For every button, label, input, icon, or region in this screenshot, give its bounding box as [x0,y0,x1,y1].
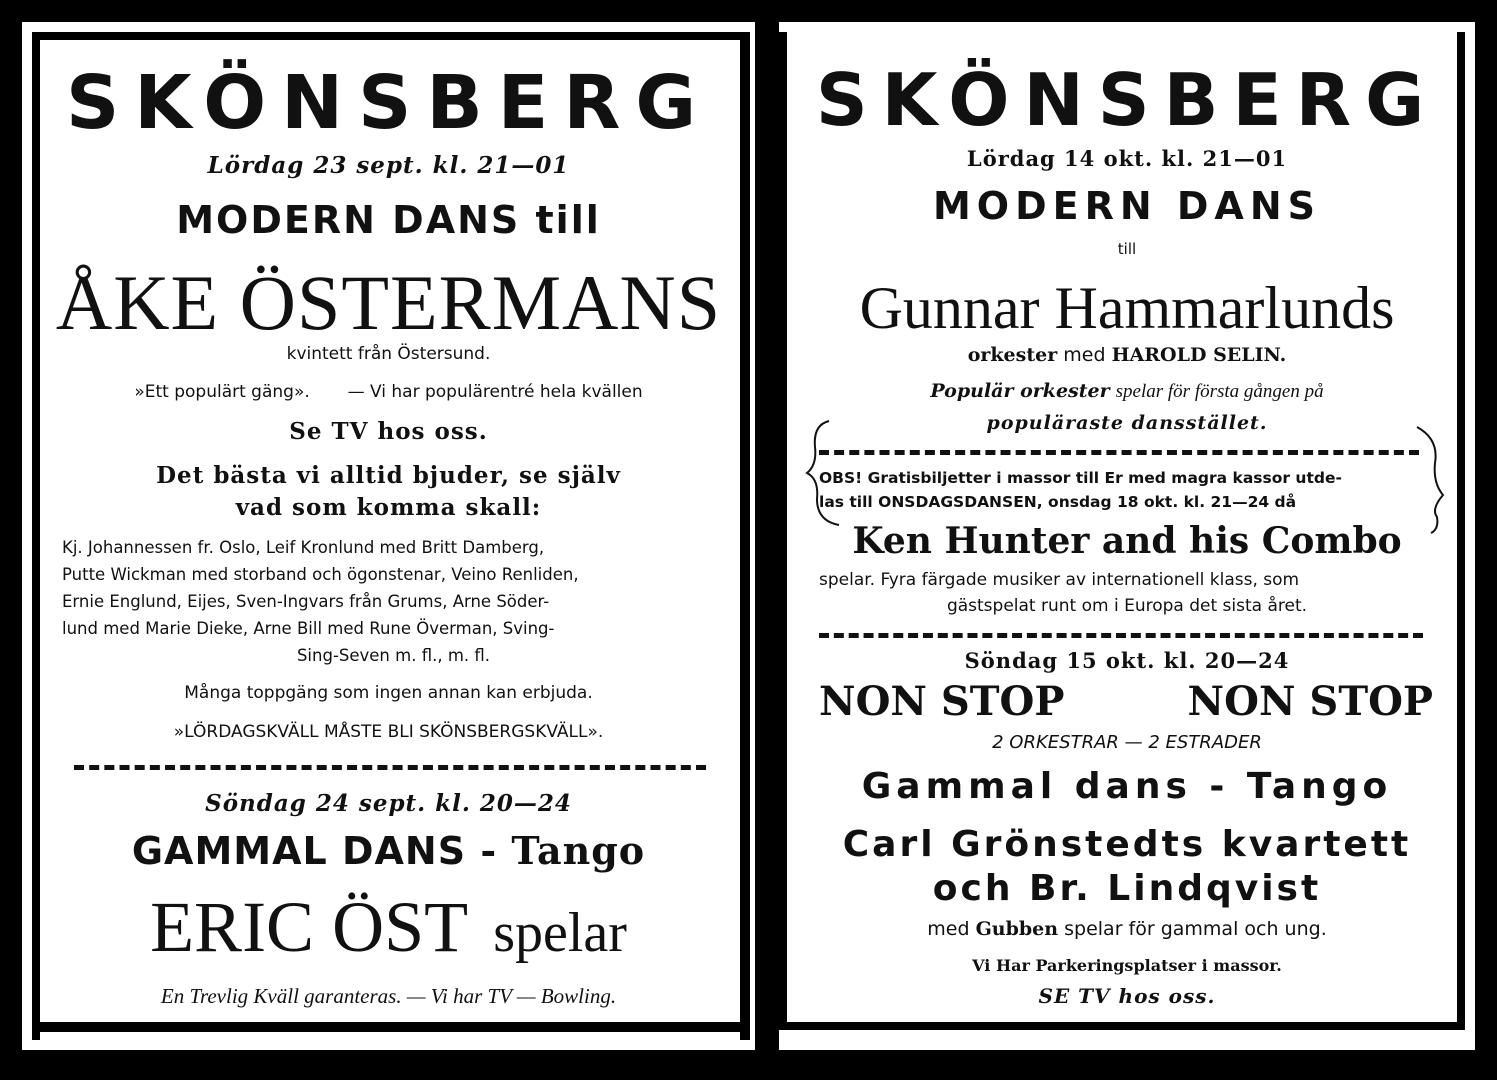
obs-line-1: OBS! Gratisbiljetter i massor till Er med magra kassor utde- [819,469,1342,487]
artist-list-line: Ernie Englund, Eijes, Sven-Ingvars från Grums, Arne Söder- [62,592,550,611]
eric-ost-line [22,886,755,969]
obs-line-2: las till ONSDAGSDANSEN, onsdag 18 okt. kl. 21—24 då [819,493,1297,511]
ken-hunter-heading: Ken Hunter and his Combo [852,520,1402,562]
artist-list-line: Kj. Johannessen fr. Oslo, Leif Kronlund med Britt Damberg, [62,538,545,557]
venue-title: SKÖNSBERG [65,60,712,146]
till-label: till [1117,240,1137,258]
nonstop-label: NON STOP [1187,678,1433,725]
eric-ost-name: ERIC ÖST [150,887,469,967]
frame-top [32,32,750,40]
parking-notice: Vi Har Parkeringsplatser i massor. [972,956,1282,975]
best-line-1: Det bästa vi alltid bjuder, se själv [156,462,621,489]
tv-notice: SE TV hos oss. [1038,984,1216,1008]
gubben-line [779,918,1475,940]
popular-place: populäraste dansstället. [986,412,1268,434]
section-divider [819,633,1423,638]
saturday-date: Lördag 14 okt. kl. 21—01 [966,146,1288,171]
modern-dans-heading: MODERN DANS [932,184,1322,228]
nonstop-label: NON STOP [819,678,1065,725]
sunday-date: Söndag 24 sept. kl. 20—24 [205,790,572,817]
section-divider [74,765,706,770]
frame-bottom [32,1022,750,1032]
orkester-line [779,344,1475,366]
tagline-entry: — Vi har populärentré hela kvällen [347,382,643,402]
orkestrar-estrader: 2 ORKESTRAR — 2 ESTRADER [992,732,1262,753]
ken-text-2: gästspelat runt om i Europa det sista året. [946,596,1308,616]
tagline-popular: »Ett populärt gäng». [134,382,310,402]
harold-selin-label: HAROLD SELIN. [1111,344,1287,366]
artist-list-line: lund med Marie Dieke, Arne Bill med Rune Överman, Sving- [62,619,555,638]
med-label: med [927,918,970,940]
frame-bottom [779,1022,1465,1030]
orkester-label: orkester [967,344,1058,366]
saturday-slogan: »LÖRDAGSKVÄLL MÅSTE BLI SKÖNSBERGSKVÄLL». [173,722,604,742]
gubben-text: spelar för gammal och ung. [1064,918,1327,940]
carl-gronstedts-heading: Carl Grönstedts kvartett [842,824,1412,865]
gubben-label: Gubben [975,918,1059,940]
tango-label: - Tango [480,828,646,873]
popular-orkester-label: Populär orkester [930,380,1110,402]
many-top-bands: Många toppgäng som ingen annan kan erbjuda. [184,683,593,703]
ken-text-1: spelar. Fyra färgade musiker av internationell klass, som [819,570,1300,590]
venue-title: SKÖNSBERG [815,58,1439,142]
band-subtitle: kvintett från Östersund. [286,344,491,364]
artist-list-line: Sing-Seven m. fl., m. fl. [296,646,491,665]
best-line-2: vad som komma skall: [235,494,542,521]
saturday-date: Lördag 23 sept. kl. 21—01 [207,152,570,179]
tagline [22,382,755,402]
advertisement-right [779,22,1475,1050]
spelar-label: spelar [493,902,627,964]
br-lindqvist-heading: och Br. Lindqvist [932,868,1322,909]
artist-list-line: Putte Wickman med storband och ögonstenar, Veino Renliden, [62,565,579,584]
gammal-dans-heading: Gammal dans - Tango [861,766,1393,807]
gammal-dans-heading [22,828,755,873]
advertisement-left [22,22,755,1050]
sunday-date: Söndag 15 okt. kl. 20—24 [964,648,1290,673]
popular-text: spelar för första gången på [1115,381,1324,402]
artist-list [62,534,725,669]
popular-line [779,380,1475,403]
med-label: med [1063,344,1106,366]
footer-line: En Trevlig Kväll garanteras. — Vi har TV — Bowling. [160,984,617,1008]
band-name: ÅKE ÖSTERMANS [55,259,722,346]
gammal-dans-label: GAMMAL DANS [131,829,467,873]
tv-notice: Se TV hos oss. [289,418,488,445]
band-name: Gunnar Hammarlunds [859,275,1395,341]
modern-dans-heading: MODERN DANS till [176,198,601,242]
